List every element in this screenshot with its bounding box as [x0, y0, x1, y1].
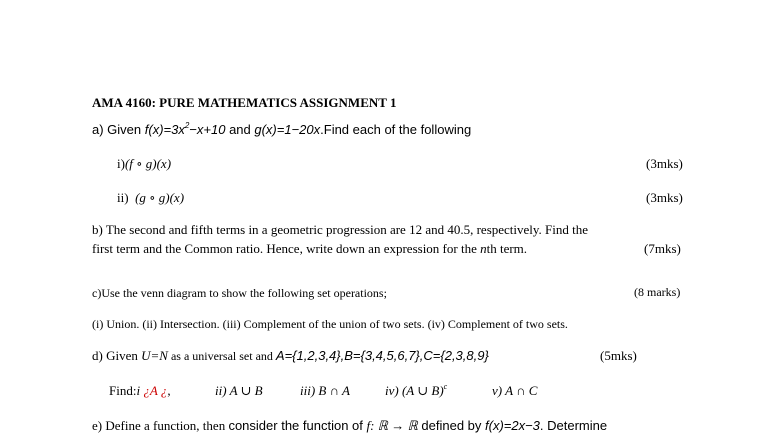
- question-d-find-row: Find:i ¿A ¿,: [109, 383, 171, 398]
- question-b-marks: (7mks): [644, 241, 681, 256]
- question-c-line-2: (i) Union. (ii) Intersection. (iii) Complement of the union of two sets. (iv) Complement of two sets.: [92, 317, 568, 331]
- question-d-marks: (5mks): [600, 348, 637, 363]
- garbled-expression: ¿A ¿: [143, 383, 168, 398]
- question-a-part-i-marks: (3mks): [646, 156, 683, 171]
- question-a-label: a) Given: [92, 122, 145, 137]
- function-g-definition: g(x)=1−20x: [254, 122, 321, 137]
- find-item-v: v) A ∩ C: [492, 383, 538, 398]
- question-a-part-i: i)(f ∘ g)(x): [117, 156, 172, 171]
- question-b-line-1: b) The second and fifth terms in a geometric progression are 12 and 40.5, respectively. Find the: [92, 222, 589, 237]
- assignment-title: AMA 4160: PURE MATHEMATICS ASSIGNMENT 1: [92, 95, 397, 110]
- question-a-part-ii: ii) (g ∘ g)(x): [117, 190, 185, 205]
- find-item-iv: iv) (A ∪ B)$^c$: [385, 382, 448, 398]
- question-d-statement: d) Given U=N as a universal set and A={1,2,3,4},B={3,4,5,6,7},C={2,3,8,9}: [92, 348, 489, 363]
- question-b-line-2: first term and the Common ratio. Hence, write down an expression for the nth term.: [92, 241, 528, 256]
- function-f-definition: $f(x)=3x^2-x+10$: [144, 121, 226, 137]
- question-e-statement: e) Define a function, then consider the function of f: ℝ → ℝ defined by f(x)=2x−3. Determine: [92, 418, 608, 433]
- question-a-part-ii-marks: (3mks): [646, 190, 683, 205]
- find-item-iii: iii) B ∩ A: [300, 383, 350, 398]
- find-item-ii: ii) A ∪ B: [215, 383, 263, 398]
- question-c-line-1: c)Use the venn diagram to show the following set operations;: [92, 286, 387, 300]
- question-a-intro: a) Given $f(x)=3x^2-x+10$ and g(x)=1−20x.Find each of the following: [92, 121, 472, 137]
- question-c-marks: (8 marks): [634, 285, 681, 299]
- find-label: Find:: [109, 383, 137, 398]
